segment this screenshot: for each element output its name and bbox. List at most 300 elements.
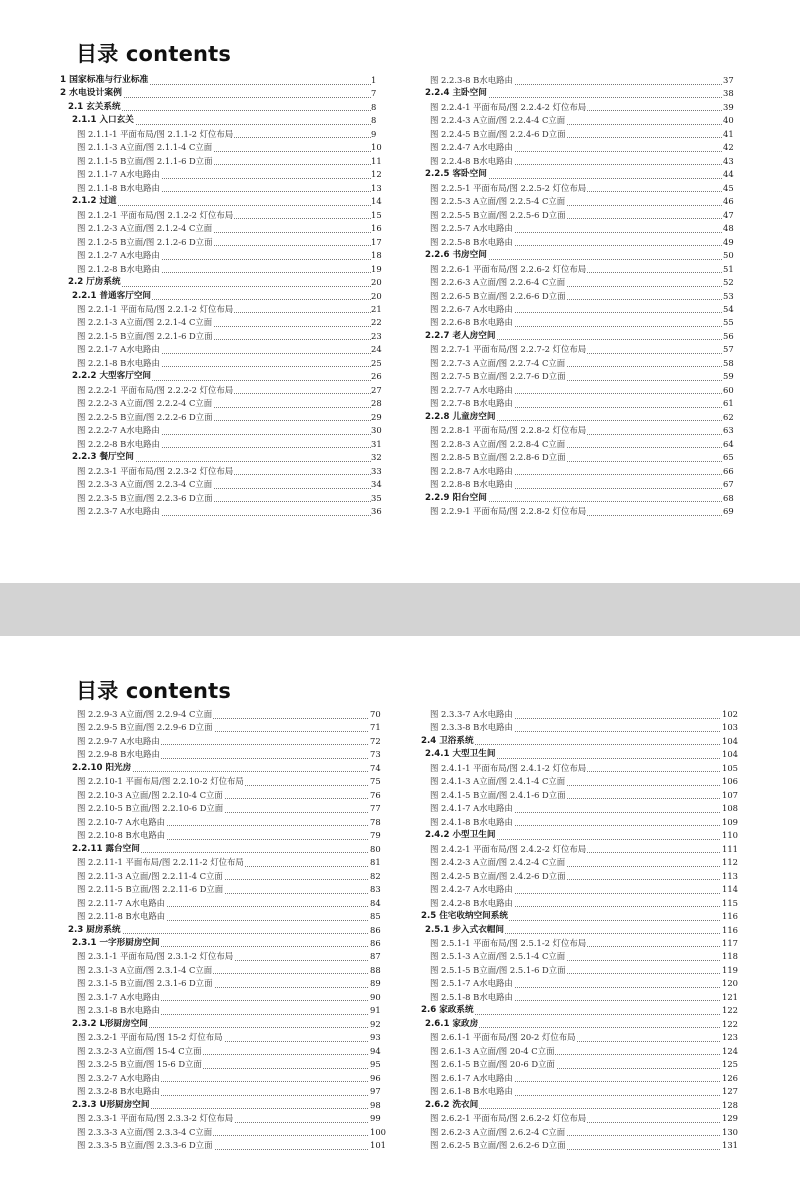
toc-column-right (413, 708, 752, 1152)
toc-figure-entry[interactable] (413, 276, 753, 289)
toc-figure-entry[interactable] (413, 775, 752, 788)
toc-page-number: 96 (370, 1072, 381, 1083)
toc-page-number: 26 (371, 371, 382, 382)
toc-entry-title: 图 2.2.10-1 平面布局/图 2.2.10-2 灯位布局 (77, 775, 245, 788)
toc-figure-entry[interactable] (60, 1139, 400, 1152)
toc-page-number: 62 (723, 411, 734, 422)
toc-page-number: 103 (722, 722, 738, 733)
toc-figure-entry[interactable] (60, 1085, 400, 1098)
toc-entry-title: 图 2.2.10-3 A立面/图 2.2.10-4 C立面 (77, 789, 224, 802)
toc-page-number: 17 (371, 236, 382, 247)
toc-entry-title: 2.2 厅房系统 (68, 276, 122, 289)
toc-entry-title: 图 2.2.5-8 B水电路由 (430, 236, 514, 249)
toc-section-entry[interactable] (60, 195, 401, 208)
toc-figure-entry[interactable] (60, 829, 400, 842)
toc-entry-title: 图 2.3.1-8 B水电路由 (77, 1004, 161, 1017)
toc-page-number: 116 (722, 911, 738, 922)
toc-page-number: 126 (722, 1072, 738, 1083)
toc-page-number: 21 (371, 303, 382, 314)
toc-section-entry[interactable] (413, 1018, 752, 1031)
toc-page-number: 83 (370, 884, 381, 895)
toc-page-number: 76 (370, 789, 381, 800)
toc-page-number: 67 (723, 479, 734, 490)
toc-page-number: 124 (722, 1045, 738, 1056)
toc-page-number: 128 (722, 1099, 738, 1110)
toc-entry-title: 图 2.2.4-8 B水电路由 (430, 155, 514, 168)
toc-figure-entry[interactable] (413, 424, 753, 437)
toc-entry-title: 图 2.1.1-8 B水电路由 (77, 182, 161, 195)
toc-figure-entry[interactable] (60, 883, 400, 896)
toc-entry-title: 2.1 玄关系统 (68, 101, 122, 114)
toc-figure-entry[interactable] (60, 789, 400, 802)
toc-page-number: 20 (371, 277, 382, 288)
toc-page-number: 12 (371, 169, 382, 180)
toc-entry-title: 图 2.2.3-1 平面布局/图 2.2.3-2 灯位布局 (77, 465, 234, 478)
toc-page-number: 33 (371, 465, 382, 476)
toc-page-number: 1 (371, 75, 377, 85)
toc-section-entry[interactable] (413, 1004, 752, 1017)
toc-figure-entry[interactable] (60, 802, 400, 815)
toc-figure-entry[interactable] (60, 182, 401, 195)
toc-entry-title: 2.3 厨房系统 (68, 924, 122, 937)
toc-figure-entry[interactable] (413, 1126, 752, 1139)
toc-entry-title: 2.2.5 客卧空间 (425, 168, 488, 181)
toc-entry-title: 图 2.2.2-1 平面布局/图 2.2.2-2 灯位布局 (77, 384, 234, 397)
toc-figure-entry[interactable] (60, 708, 400, 721)
toc-section-entry[interactable] (413, 910, 752, 923)
toc-entry-title: 图 2.1.2-1 平面布局/图 2.1.2-2 灯位布局 (77, 209, 234, 222)
toc-entry-title: 图 2.3.2-5 B立面/图 15-6 D立面 (77, 1058, 203, 1071)
toc-page-number: 129 (722, 1113, 738, 1124)
toc-page-number: 122 (722, 1005, 738, 1016)
toc-entry-title: 图 2.2.8-5 B立面/图 2.2.8-6 D立面 (430, 451, 567, 464)
toc-entry-title: 图 2.2.7-5 B立面/图 2.2.7-6 D立面 (430, 370, 567, 383)
toc-figure-entry[interactable] (413, 155, 753, 168)
toc-figure-entry[interactable] (60, 735, 400, 748)
toc-entry-title: 图 2.4.1-8 B水电路由 (430, 816, 514, 829)
toc-page-number: 109 (722, 816, 738, 827)
toc-entry-title: 图 2.2.2-7 A水电路由 (77, 424, 161, 437)
toc-page-number: 20 (371, 290, 382, 301)
toc-column-left (60, 708, 400, 1152)
toc-figure-entry[interactable] (413, 303, 753, 316)
toc-figure-entry[interactable] (60, 316, 401, 329)
toc-figure-entry[interactable] (413, 141, 753, 154)
toc-entry-title: 2.4.1 大型卫生间 (425, 748, 496, 761)
toc-page-number: 32 (371, 452, 382, 463)
toc-figure-entry[interactable] (60, 411, 401, 424)
toc-entry-title: 2.2.1 普通客厅空间 (72, 290, 152, 303)
toc-figure-entry[interactable] (60, 950, 400, 963)
toc-chapter-entry[interactable] (60, 74, 401, 87)
toc-figure-entry[interactable] (413, 883, 752, 896)
toc-page-number: 48 (723, 223, 734, 234)
toc-section-entry[interactable] (413, 411, 753, 424)
toc-page-number: 28 (371, 398, 382, 409)
toc-entry-title: 2.4.2 小型卫生间 (425, 829, 496, 842)
toc-section-entry[interactable] (60, 114, 401, 127)
toc-page-number: 34 (371, 479, 382, 490)
toc-figure-entry[interactable] (413, 222, 753, 235)
toc-entry-title: 图 2.1.1-3 A立面/图 2.1.1-4 C立面 (77, 141, 213, 154)
toc-figure-entry[interactable] (413, 182, 753, 195)
toc-figure-entry[interactable] (60, 343, 401, 356)
toc-section-entry[interactable] (60, 370, 401, 383)
toc-section-entry[interactable] (413, 492, 753, 505)
toc-figure-entry[interactable] (413, 384, 753, 397)
toc-figure-entry[interactable] (60, 721, 400, 734)
toc-entry-title: 图 2.3.1-1 平面布局/图 2.3.1-2 灯位布局 (77, 950, 234, 963)
toc-page-number: 64 (723, 438, 734, 449)
toc-figure-entry[interactable] (413, 950, 752, 963)
toc-page-number: 40 (723, 115, 734, 126)
toc-page-number: 10 (371, 142, 382, 153)
toc-figure-entry[interactable] (60, 1126, 400, 1139)
toc-entry-title: 图 2.2.2-5 B立面/图 2.2.2-6 D立面 (77, 411, 214, 424)
toc-page-number: 24 (371, 344, 382, 355)
toc-figure-entry[interactable] (413, 438, 753, 451)
toc-entry-title: 图 2.2.11-7 A水电路由 (77, 897, 166, 910)
toc-figure-entry[interactable] (60, 775, 400, 788)
toc-page-number: 91 (370, 1005, 381, 1016)
toc-page-number: 131 (722, 1140, 738, 1150)
toc-figure-entry[interactable] (60, 209, 401, 222)
toc-page-number: 53 (723, 290, 734, 301)
toc-figure-entry[interactable] (413, 236, 753, 249)
toc-page-number: 121 (722, 991, 738, 1002)
toc-figure-entry[interactable] (60, 1045, 400, 1058)
toc-figure-entry[interactable] (60, 977, 400, 990)
toc-page-number: 86 (370, 937, 381, 948)
toc-entry-title: 图 2.2.3-5 B立面/图 2.2.3-6 D立面 (77, 492, 214, 505)
toc-page-number: 98 (370, 1099, 381, 1110)
toc-figure-entry[interactable] (60, 816, 400, 829)
toc-page-number: 104 (722, 749, 738, 760)
toc-section-entry[interactable] (413, 748, 752, 761)
toc-entry-title: 图 2.1.2-7 A水电路由 (77, 249, 161, 262)
toc-figure-entry[interactable] (60, 303, 401, 316)
toc-figure-entry[interactable] (413, 195, 753, 208)
toc-section-entry[interactable] (413, 924, 752, 937)
toc-page-number: 27 (371, 384, 382, 395)
toc-figure-entry[interactable] (413, 1085, 752, 1098)
toc-page-number: 23 (371, 330, 382, 341)
toc-page-number: 104 (722, 735, 738, 746)
toc-figure-entry[interactable] (413, 128, 753, 141)
toc-entry-title: 图 2.1.1-1 平面布局/图 2.1.1-2 灯位布局 (77, 128, 234, 141)
toc-figure-entry[interactable] (60, 438, 401, 451)
toc-entry-title: 图 2.2.6-8 B水电路由 (430, 316, 514, 329)
toc-figure-entry[interactable] (413, 451, 753, 464)
toc-section-entry[interactable] (60, 762, 400, 775)
toc-figure-entry[interactable] (413, 897, 752, 910)
toc-entry-title: 图 2.6.1-7 A水电路由 (430, 1072, 514, 1085)
toc-section-entry[interactable] (413, 87, 753, 100)
toc-page-number: 85 (370, 911, 381, 922)
toc-figure-entry[interactable] (413, 1139, 752, 1152)
toc-figure-entry[interactable] (60, 964, 400, 977)
toc-figure-entry[interactable] (413, 991, 752, 1004)
toc-section-entry[interactable] (60, 937, 400, 950)
toc-section-entry[interactable] (60, 1018, 400, 1031)
toc-figure-entry[interactable] (60, 465, 401, 478)
toc-entry-title: 图 2.4.1-7 A水电路由 (430, 802, 514, 815)
toc-figure-entry[interactable] (413, 290, 753, 303)
toc-section-entry[interactable] (413, 330, 753, 343)
toc-entry-title: 图 2.2.5-3 A立面/图 2.2.5-4 C立面 (430, 195, 566, 208)
toc-figure-entry[interactable] (413, 789, 752, 802)
toc-entry-title: 图 2.2.2-3 A立面/图 2.2.2-4 C立面 (77, 397, 213, 410)
toc-entry-title: 图 2.4.2-1 平面布局/图 2.4.2-2 灯位布局 (430, 843, 587, 856)
toc-entry-title: 图 2.4.1-3 A立面/图 2.4.1-4 C立面 (430, 775, 566, 788)
toc-entry-title: 2.2.10 阳光房 (72, 762, 132, 775)
toc-entry-title: 图 2.2.3-3 A立面/图 2.2.3-4 C立面 (77, 478, 213, 491)
toc-entry-title: 图 2.3.3-8 B水电路由 (430, 721, 514, 734)
toc-entry-title: 图 2.3.3-1 平面布局/图 2.3.3-2 灯位布局 (77, 1112, 234, 1125)
toc-entry-title: 图 2.2.8-1 平面布局/图 2.2.8-2 灯位布局 (430, 424, 587, 437)
toc-page-number: 114 (722, 884, 738, 895)
toc-page-number: 46 (723, 196, 734, 207)
toc-section-entry[interactable] (60, 101, 401, 114)
toc-entry-title: 图 2.2.10-7 A水电路由 (77, 816, 166, 829)
toc-entry-title: 2.2.8 儿童房空间 (425, 411, 496, 424)
toc-entry-title: 图 2.3.2-3 A立面/图 15-4 C立面 (77, 1045, 202, 1058)
toc-section-entry[interactable] (60, 1099, 400, 1112)
toc-figure-entry[interactable] (60, 222, 401, 235)
toc-figure-entry[interactable] (60, 330, 401, 343)
toc-entry-title: 1 国家标准与行业标准 (60, 74, 149, 87)
toc-section-entry[interactable] (413, 168, 753, 181)
toc-section-entry[interactable] (60, 843, 400, 856)
toc-page-number: 30 (371, 425, 382, 436)
toc-entry-title: 图 2.6.1-8 B水电路由 (430, 1085, 514, 1098)
toc-figure-entry[interactable] (60, 141, 401, 154)
toc-entry-title: 图 2.2.6-5 B立面/图 2.2.6-6 D立面 (430, 290, 567, 303)
toc-figure-entry[interactable] (413, 316, 753, 329)
toc-entry-title: 图 2.1.1-7 A水电路由 (77, 168, 161, 181)
toc-entry-title: 2.2.6 书房空间 (425, 249, 488, 262)
toc-entry-title: 2.2.2 大型客厅空间 (72, 370, 152, 383)
page-title: 目录 contents (76, 679, 232, 703)
toc-page-number: 105 (722, 762, 738, 773)
toc-section-entry[interactable] (60, 290, 401, 303)
toc-figure-entry[interactable] (413, 816, 752, 829)
toc-entry-title: 图 2.2.4-3 A立面/图 2.2.4-4 C立面 (430, 114, 566, 127)
toc-page-number: 82 (370, 870, 381, 881)
toc-page-number: 14 (371, 196, 382, 207)
toc-page-number: 120 (722, 978, 738, 989)
toc-entry-title: 图 2.5.1-3 A立面/图 2.5.1-4 C立面 (430, 950, 566, 963)
toc-entry-title: 图 2.2.9-8 B水电路由 (77, 748, 161, 761)
toc-page-number: 57 (723, 344, 734, 355)
toc-entry-title: 2.1.2 过道 (72, 195, 118, 208)
toc-figure-entry[interactable] (60, 263, 401, 276)
toc-figure-entry[interactable] (60, 1112, 400, 1125)
toc-entry-title: 图 2.2.3-7 A水电路由 (77, 505, 161, 518)
toc-figure-entry[interactable] (60, 384, 401, 397)
toc-entry-title: 2.2.4 主卧空间 (425, 87, 488, 100)
toc-figure-entry[interactable] (413, 101, 753, 114)
toc-entry-title: 图 2.3.1-5 B立面/图 2.3.1-6 D立面 (77, 977, 214, 990)
toc-page-number: 112 (722, 857, 738, 868)
toc-page-number: 79 (370, 830, 381, 841)
toc-page-number: 111 (722, 843, 738, 854)
toc-page-number: 63 (723, 425, 734, 436)
toc-page-number: 55 (723, 317, 734, 328)
toc-entry-title: 图 2.1.2-5 B立面/图 2.1.2-6 D立面 (77, 236, 214, 249)
toc-figure-entry[interactable] (413, 856, 752, 869)
toc-figure-entry[interactable] (413, 1058, 752, 1071)
toc-figure-entry[interactable] (413, 505, 753, 518)
toc-figure-entry[interactable] (60, 249, 401, 262)
toc-page-number: 11 (371, 155, 382, 166)
toc-page-number: 101 (370, 1140, 386, 1150)
toc-entry-title: 图 2.1.2-8 B水电路由 (77, 263, 161, 276)
toc-page-number: 116 (722, 924, 738, 935)
toc-entry-title: 图 2.2.5-7 A水电路由 (430, 222, 514, 235)
toc-section-entry[interactable] (413, 735, 752, 748)
toc-page-2 (0, 636, 800, 1190)
toc-figure-entry[interactable] (60, 492, 401, 505)
toc-figure-entry[interactable] (413, 1031, 752, 1044)
toc-figure-entry[interactable] (413, 802, 752, 815)
toc-entry-title: 图 2.5.1-1 平面布局/图 2.5.1-2 灯位布局 (430, 937, 587, 950)
toc-page-number: 94 (370, 1045, 381, 1056)
toc-entry-title: 图 2.2.9-5 B立面/图 2.2.9-6 D立面 (77, 721, 214, 734)
toc-figure-entry[interactable] (60, 397, 401, 410)
toc-figure-entry[interactable] (413, 843, 752, 856)
toc-figure-entry[interactable] (413, 1072, 752, 1085)
toc-figure-entry[interactable] (413, 343, 753, 356)
toc-entry-title: 图 2.6.2-5 B立面/图 2.6.2-6 D立面 (430, 1139, 567, 1152)
toc-page-number: 102 (722, 709, 738, 719)
toc-figure-entry[interactable] (413, 870, 752, 883)
toc-entry-title: 2.3.3 U形厨房空间 (72, 1099, 150, 1112)
toc-page-number: 60 (723, 384, 734, 395)
toc-figure-entry[interactable] (413, 1045, 752, 1058)
toc-section-entry[interactable] (60, 451, 401, 464)
toc-figure-entry[interactable] (413, 74, 753, 87)
toc-figure-entry[interactable] (60, 155, 401, 168)
toc-figure-entry[interactable] (60, 1004, 400, 1017)
toc-entry-title: 图 2.4.1-5 B立面/图 2.4.1-6 D立面 (430, 789, 567, 802)
toc-figure-entry[interactable] (60, 128, 401, 141)
toc-figure-entry[interactable] (60, 910, 400, 923)
toc-figure-entry[interactable] (60, 856, 400, 869)
toc-page-number: 39 (723, 101, 734, 112)
toc-entry-title: 图 2.2.11-8 B水电路由 (77, 910, 166, 923)
toc-entry-title: 图 2.3.1-3 A立面/图 2.3.1-4 C立面 (77, 964, 213, 977)
toc-page-number: 18 (371, 250, 382, 261)
toc-figure-entry[interactable] (413, 977, 752, 990)
toc-entry-title: 图 2.4.2-3 A立面/图 2.4.2-4 C立面 (430, 856, 566, 869)
page-title: 目录 contents (76, 42, 232, 66)
toc-entry-title: 图 2.2.6-3 A立面/图 2.2.6-4 C立面 (430, 276, 566, 289)
toc-figure-entry[interactable] (413, 370, 753, 383)
toc-figure-entry[interactable] (413, 708, 752, 721)
toc-figure-entry[interactable] (413, 209, 753, 222)
toc-page-number: 47 (723, 209, 734, 220)
toc-entry-title: 图 2.2.8-8 B水电路由 (430, 478, 514, 491)
toc-page-number: 80 (370, 843, 381, 854)
toc-page-number: 71 (370, 722, 381, 733)
toc-column-right (413, 74, 753, 518)
toc-entry-title: 图 2.2.7-8 B水电路由 (430, 397, 514, 410)
toc-figure-entry[interactable] (413, 357, 753, 370)
toc-figure-entry[interactable] (60, 748, 400, 761)
toc-entry-title: 2.2.3 餐厅空间 (72, 451, 135, 464)
toc-entry-title: 图 2.2.8-7 A水电路由 (430, 465, 514, 478)
toc-figure-entry[interactable] (413, 397, 753, 410)
toc-page-number: 22 (371, 317, 382, 328)
toc-figure-entry[interactable] (60, 991, 400, 1004)
toc-entry-title: 图 2.3.1-7 A水电路由 (77, 991, 161, 1004)
toc-entry-title: 图 2.2.7-3 A立面/图 2.2.7-4 C立面 (430, 357, 566, 370)
toc-section-entry[interactable] (413, 829, 752, 842)
toc-page-number: 8 (371, 101, 377, 112)
toc-figure-entry[interactable] (60, 1031, 400, 1044)
toc-page-number: 77 (370, 803, 381, 814)
toc-entry-title: 图 2.5.1-5 B立面/图 2.5.1-6 D立面 (430, 964, 567, 977)
toc-figure-entry[interactable] (60, 870, 400, 883)
toc-figure-entry[interactable] (60, 1058, 400, 1071)
toc-figure-entry[interactable] (60, 236, 401, 249)
toc-page-number: 70 (370, 709, 381, 719)
toc-page-number: 51 (723, 263, 734, 274)
toc-figure-entry[interactable] (60, 1072, 400, 1085)
toc-entry-title: 2 水电设计案例 (60, 87, 123, 100)
toc-page-number: 110 (722, 830, 738, 841)
toc-page-number: 69 (723, 506, 734, 516)
toc-section-entry[interactable] (413, 249, 753, 262)
toc-entry-title: 图 2.2.1-1 平面布局/图 2.2.1-2 灯位布局 (77, 303, 234, 316)
toc-entry-title: 图 2.4.2-7 A水电路由 (430, 883, 514, 896)
toc-entry-title: 图 2.6.1-1 平面布局/图 20-2 灯位布局 (430, 1031, 577, 1044)
toc-page-number: 61 (723, 398, 734, 409)
toc-section-entry[interactable] (413, 1099, 752, 1112)
toc-figure-entry[interactable] (413, 114, 753, 127)
toc-figure-entry[interactable] (413, 964, 752, 977)
toc-section-entry[interactable] (60, 276, 401, 289)
toc-figure-entry[interactable] (413, 263, 753, 276)
toc-figure-entry[interactable] (413, 762, 752, 775)
toc-figure-entry[interactable] (413, 478, 753, 491)
toc-chapter-entry[interactable] (60, 87, 401, 100)
toc-page-number: 68 (723, 492, 734, 503)
toc-page-number: 99 (370, 1113, 381, 1124)
toc-entry-title: 图 2.2.6-7 A水电路由 (430, 303, 514, 316)
toc-entry-title: 图 2.5.1-8 B水电路由 (430, 991, 514, 1004)
toc-figure-entry[interactable] (60, 897, 400, 910)
toc-figure-entry[interactable] (413, 721, 752, 734)
toc-entry-title: 图 2.3.3-3 A立面/图 2.3.3-4 C立面 (77, 1126, 213, 1139)
toc-figure-entry[interactable] (60, 478, 401, 491)
toc-page-number: 119 (722, 964, 738, 975)
toc-figure-entry[interactable] (413, 465, 753, 478)
toc-figure-entry[interactable] (60, 357, 401, 370)
toc-page-number: 125 (722, 1059, 738, 1070)
toc-figure-entry[interactable] (60, 424, 401, 437)
toc-entry-title: 2.3.1 一字形厨房空间 (72, 937, 161, 950)
toc-figure-entry[interactable] (60, 505, 401, 518)
toc-page-number: 130 (722, 1126, 738, 1137)
toc-figure-entry[interactable] (413, 937, 752, 950)
toc-page-number: 7 (371, 88, 377, 99)
toc-figure-entry[interactable] (413, 1112, 752, 1125)
toc-section-entry[interactable] (60, 924, 400, 937)
toc-entry-title: 2.5.1 步入式衣帽间 (425, 924, 505, 937)
toc-figure-entry[interactable] (60, 168, 401, 181)
